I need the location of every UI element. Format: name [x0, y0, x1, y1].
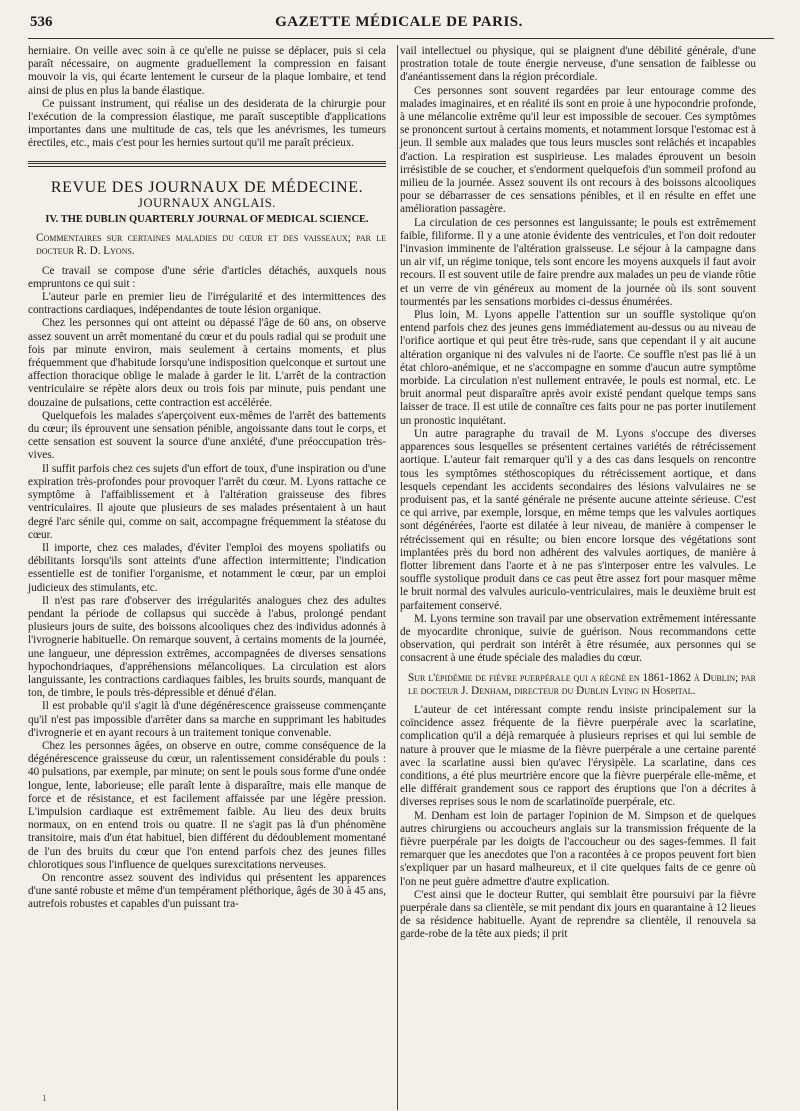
page-number: 536 — [30, 14, 53, 30]
paragraph: Ce puissant instrument, qui réalise un des desiderata de la chirurgie pour l'exécution de la compression élastique, me paraît susceptible d'applications importantes dans une multitude de cas, tels que les anévrismes, les tumeurs érectiles, etc., mais c'est pour les hernies surtout qu'il me paraît précieux. — [28, 97, 386, 150]
paragraph: Un autre paragraphe du travail de M. Lyons s'occupe des diverses apparences sous lesquelles se présentent certaines variétés de rétrécissement aortique. L'auteur fait remarquer qu'il y a des cas dans lesquels on rencontre tous les symptômes stéthoscopiques du rétrécissement aortique, et dans lesquels cependant les accidents secondaires des lésions valvulaires ne se produisent pas, et la santé générale ne présente aucune atteinte sérieuse. C'est ce qui arrive, par exemple, lorsque, en même temps que les valvules aortiques sont dégénérées, l'aorte est dilatée à leur niveau, de manière à compenser le rétrécissement qui en résulte; ou bien encore lorsque des végétations sont implantées près du bord non adhérent des valvules aortiques, de manière à flotter librement dans l'aorte et à ne pas s'interposer entre les valvules. Le souffle systolique produit dans ce cas peut être assez fort pour masquer même le bruit normal des valvules auriculo-ventriculaires, mais le deuxième bruit est parfaitement conservé. — [400, 427, 756, 612]
paragraph: Il est probable qu'il s'agit là d'une dégénérescence graisseuse commençante qu'il n'est pas impossible d'arrêter dans sa marche en supprimant les habitudes d'ivrognerie et en ayant recours à un traitement tonique convenable. — [28, 700, 386, 739]
article-title: Sur l'épidémie de fièvre puerpérale qui a régné en 1861-1862 à Dublin; par le docteur J. Denham, directeur du Dublin Lying in Hospital. — [408, 671, 756, 697]
paragraph: Il suffit parfois chez ces sujets d'un effort de toux, d'une inspiration ou d'une expiration très-profondes pour provoquer l'arrêt du cœur. M. Lyons rattache ce symptôme à l'affaiblissement et à l'altération graisseuse des fibres ventriculaires. Il ajoute que plusieurs de ses malades présentaient à un haut degré l'arc sénile qui, comme on sait, accompagne fréquemment la stéatose du cœur. — [28, 462, 386, 541]
subsection-heading: IV. THE DUBLIN QUARTERLY JOURNAL OF MEDICAL SCIENCE. — [45, 214, 369, 226]
paragraph: M. Denham est loin de partager l'opinion de M. Simpson et de quelques autres chirurgiens ou accoucheurs anglais sur la transmission fréquente de la fièvre puerpérale par les doigts de l'accoucheur ou des sages-femmes. Il fait remarquer que les anecdotes que l'on a racontées à ce propos peuvent fort bien s'expliquer par un hasard malheureux, et il cite quelques faits de ce genre où l'on ne peut guère admettre d'autre explication. — [400, 809, 756, 888]
paragraph: L'auteur parle en premier lieu de l'irrégularité et des intermittences des contractions cardiaques, indépendantes de toute lésion organique. — [28, 291, 386, 317]
paragraph: Il importe, chez ces malades, d'éviter l'emploi des moyens spoliatifs ou débilitants lorsqu'ils sont atteints d'une affection intermittente; l'indication essentielle est de tonifier l'organisme, et notamment le cœur, par un emploi judicieux des stimulants, etc. — [28, 541, 386, 594]
paragraph: herniaire. On veille avec soin à ce qu'elle ne puisse se déplacer, puis si cela paraît nécessaire, on augmente graduellement la compression en faisant mouvoir la vis, qui écarte lentement le curseur de la plaque lombaire, et tend ainsi de plus en plus la bande élastique. — [28, 45, 386, 97]
paragraph: M. Lyons termine son travail par une observation extrêmement intéressante de myocardite chronique, suivie de guérison. Nous recommandons cette observation, qui perdrait son intérêt à être résumée, aux personnes qui se consacrent à une étude spéciale des maladies du cœur. — [400, 612, 756, 665]
paragraph: Il n'est pas rare d'observer des irrégularités analogues chez des adultes pendant la période de collapsus qui succède à l'abus, prolongé pendant plusieurs jours de suite, des boissons alcooliques chez des individus adonnés à l'ivrognerie habituelle. On remarque souvent, à certains moments de la journée, une langueur, une dépression extrêmes, accompagnées de diverses sensations hypochondriaques, d'appréhensions mélancoliques. La circulation est alors languissante, les contractions cardiaques faibles, les bruits sourds, manquant de ton, de timbre, le pouls très-dépressible et dénué d'élan. — [28, 594, 386, 700]
paragraph: L'auteur de cet intéressant compte rendu insiste principalement sur la coïncidence assez fréquente de la fièvre puerpérale avec la scarlatine, complication qu'il a déjà remarquée à plusieurs reprises et qui lui semble de nature à prouver que le miasme de la fièvre puerpérale a une certaine parenté avec la scarlatine aussi bien qu'avec l'érysipèle. La scarlatine, dans ces conditions, a été plus meurtrière encore que la fièvre puerpérale elle-même, et elle différait grandement sous ce rapport des éruptions que l'on a décrites à diverses reprises sous le nom de scarlatinoïde puerpérale, etc. — [400, 703, 756, 809]
paragraph: vail intellectuel ou physique, qui se plaignent d'une débilité générale, d'une prostration totale de toute énergie nerveuse, d'une sensation de faiblesse ou d'anéantissement dans la région précordiale. — [400, 45, 756, 84]
article-title: Commentaires sur certaines maladies du cœur et des vaisseaux; par le docteur R. D. Lyons. — [36, 232, 386, 258]
column-divider — [397, 45, 398, 1110]
paragraph: C'est ainsi que le docteur Rutter, qui semblait être poursuivi par la fièvre puerpérale dans sa clientèle, se mit pendant dix jours en quarantaine à 12 lieues de sa résidence habituelle. Ayant de reprendre sa clientèle, il renouvela sa garde-robe de la tête aux pieds; il prit — [400, 888, 756, 941]
paragraph: On rencontre assez souvent des individus qui présentent les apparences d'une santé robuste et même d'un tempérament pléthorique, âgés de 30 à 45 ans, autrefois robustes et capables d'un puissant tra- — [28, 871, 386, 911]
right-column — [392, 45, 756, 942]
paragraph: Ces personnes sont souvent regardées par leur entourage comme des malades imaginaires, et en réalité ils sont en proie à une hypocondrie profonde, à une mélancolie extrême qu'il leur est impossible de secouer. Ces symptômes se prononcent surtout à certains moments, et notamment lorsque l'estomac est à jeun. Il semble aux malades que tous leurs muscles sont relâchés et incapables d'action. La respiration est suspirieuse. Les malades éprouvent un besoin irrésistible de se coucher, et s'endorment quelquefois d'un sommeil profond au milieu de la journée. Assez souvent ils ont recours à des boissons alcooliques pour se débarrasser de ces sensations pénibles, et il en résulte en effet une amélioration passagère. — [400, 84, 756, 216]
paragraph: Chez les personnes âgées, on observe en outre, comme conséquence de la dégénérescence graisseuse du cœur, un ralentissement considérable du pouls : 40 pulsations, par exemple, par minute; on sent le pouls sous forme d'une ondée longue, lente, laborieuse; elle paraît lente à disparaître, mais elle manque de force et de résistance, et est facilement affaissée par une légère pression. L'impulsion cardiaque est extrêmement faible. Au lieu des deux bruits normaux, on en entend trois ou quatre. Il ne s'agit pas là d'un phénomène transitoire, mais d'un état habituel, bien différent du dédoublement momentané de l'un des bruits du cœur que l'on entend parfois chez des jeunes filles chlorotiques sous l'influence de quelques surexcitations nerveuses. — [28, 739, 386, 871]
journal-title: GAZETTE MÉDICALE DE PARIS. — [275, 14, 523, 30]
paragraph: La circulation de ces personnes est languissante; le pouls est extrêmement faible, filiforme. Il y a une atonie évidente des ventricules, et l'on doit redouter l'invasion imminente de l'altération graisseuse. Le séjour à la campagne dans un air vif, un régime tonique, tels sont encore les moyens auxquels il faut avoir recours. Il est souvent utile de faire prendre aux malades un peu de viande rôtie et un verre de vin généreux au moment de la journée où ils sont souvent tourmentés par les sensations morbides ci-dessus énumérées. — [400, 216, 756, 308]
paragraph: Ce travail se compose d'une série d'articles détachés, auxquels nous empruntons ce qui suit : — [28, 264, 386, 290]
page-header — [28, 14, 774, 39]
paragraph: Chez les personnes qui ont atteint ou dépassé l'âge de 60 ans, on observe assez souvent un arrêt momentané du cœur et du pouls radial qui se produit une fois par minute environ, mais seulement à certains moments, et plus fréquemment que d'habitude lorsqu'une indisposition quelconque et surtout une affection thoracique oblige le malade à garder le lit. L'arrêt de la contraction ventriculaire se répète alors deux ou trois fois par minute, puis pendant une douzaine de pulsations, cette contraction est accélérée. — [28, 317, 386, 409]
paragraph: Plus loin, M. Lyons appelle l'attention sur un souffle systolique qu'on entend parfois chez des jeunes gens immédiatement au-dessus ou au niveau de l'orifice aortique et qui peut être très-rude, sans que cependant il y ait aucune altération organique ni des valvules ni de l'aorte. Ce souffle n'est pas lié à un état chloro-anémique, et ne s'accompagne en somme d'aucun autre symptôme morbide. La circulation n'est nullement entravée, le pouls est normal, etc. Le bruit anormal peut disparaître après avoir existé pendant quelque temps sans laisser de trace. Il est utile de connaître ces faits pour ne pas porter inutilement un pronostic inquiétant. — [400, 309, 756, 427]
left-column — [28, 45, 392, 942]
footer-mark: 1 — [42, 1093, 47, 1103]
section-title: REVUE DES JOURNAUX DE MÉDECINE. — [50, 178, 364, 196]
section-separator — [28, 161, 386, 167]
paragraph: Quelquefois les malades s'aperçoivent eux-mêmes de l'arrêt des battements du cœur; ils éprouvent une sensation pénible, angoissante dans tout le corps, et cette sensation est souvent la source d'une anxiété, d'une préoccupation très-vives. — [28, 409, 386, 462]
section-subtitle: JOURNAUX ANGLAIS. — [138, 195, 276, 210]
text-columns — [28, 45, 774, 942]
